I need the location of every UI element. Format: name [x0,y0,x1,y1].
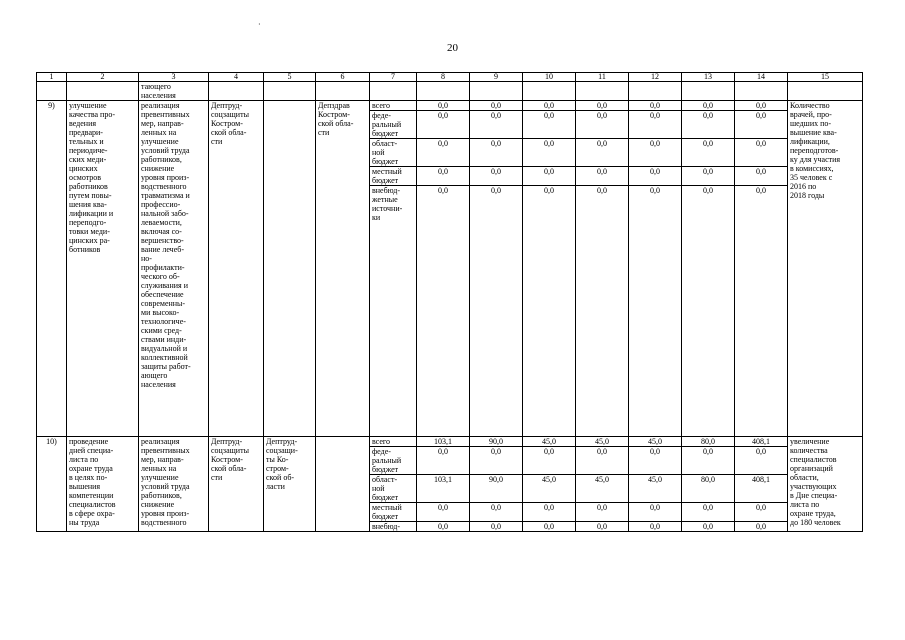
amount-cell: 0,0 [735,111,788,139]
amount-cell: 0,0 [576,167,629,186]
measure-name: проведение дней специа- листа по охране труда в целях по- вышения компетенции специалистов в сфере охра- ны труда [67,437,139,532]
participant [316,437,370,532]
amount-cell: 45,0 [629,437,682,447]
amount-cell: 0,0 [417,186,470,437]
stray-mark: · [258,20,261,29]
empty-cell [629,82,682,101]
continuation-text: тающего населения [139,82,209,101]
funding-source: внебюд- жетные источни- ки [370,186,417,437]
amount-cell: 0,0 [417,139,470,167]
amount-cell: 0,0 [735,186,788,437]
amount-cell: 0,0 [576,503,629,522]
measure-row [37,437,863,447]
amount-cell: 0,0 [470,101,523,111]
amount-cell: 0,0 [735,167,788,186]
funding-source: всего [370,437,417,447]
amount-cell: 0,0 [523,447,576,475]
funding-source: местный бюджет [370,503,417,522]
header-cell: 8 [417,73,470,82]
amount-cell: 45,0 [576,475,629,503]
amount-cell: 0,0 [735,447,788,475]
header-cell: 14 [735,73,788,82]
funding-source: местный бюджет [370,167,417,186]
measure-number: 9) [37,101,67,437]
amount-cell: 0,0 [682,139,735,167]
amount-cell: 0,0 [470,447,523,475]
empty-cell [735,82,788,101]
empty-cell [523,82,576,101]
amount-cell: 0,0 [470,167,523,186]
empty-cell [470,82,523,101]
amount-cell: 103,1 [417,437,470,447]
amount-cell: 0,0 [417,447,470,475]
measure-task: реализация превентивных мер, направ- ленных на улучшение условий труда работников, снижение уровня произ- водственного [139,437,209,532]
empty-cell [316,82,370,101]
empty-cell [37,82,67,101]
amount-cell: 0,0 [682,186,735,437]
program-table [36,72,863,532]
empty-cell [788,82,863,101]
funding-source: всего [370,101,417,111]
amount-cell: 0,0 [682,111,735,139]
amount-cell: 45,0 [629,475,682,503]
amount-cell: 45,0 [523,475,576,503]
amount-cell: 0,0 [629,111,682,139]
amount-cell: 0,0 [470,503,523,522]
empty-cell [67,82,139,101]
amount-cell: 0,0 [735,503,788,522]
executor: Дептруд- соцзащиты Костром- ской обла- сти [209,101,264,437]
table-body [37,73,863,532]
header-cell: 9 [470,73,523,82]
amount-cell: 0,0 [576,101,629,111]
header-cell: 15 [788,73,863,82]
header-cell: 2 [67,73,139,82]
amount-cell: 0,0 [523,522,576,532]
expected-result: увеличение количества специалистов организаций области, участвующих в Дне специа- листа по охране труда, до 180 человек [788,437,863,532]
empty-cell [209,82,264,101]
empty-cell [370,82,417,101]
amount-cell: 0,0 [523,503,576,522]
header-cell: 7 [370,73,417,82]
measure-row [37,101,863,111]
empty-cell [576,82,629,101]
continuation-row [37,82,863,101]
amount-cell: 0,0 [470,111,523,139]
amount-cell: 0,0 [735,522,788,532]
amount-cell: 0,0 [682,447,735,475]
amount-cell: 45,0 [523,437,576,447]
amount-cell: 0,0 [629,139,682,167]
amount-cell: 0,0 [417,522,470,532]
amount-cell: 0,0 [417,111,470,139]
amount-cell: 0,0 [629,503,682,522]
coexecutor: Дептруд- соцзащи- ты Ко- стром- ской об- ласти [264,437,316,532]
amount-cell: 90,0 [470,437,523,447]
expected-result: Количество врачей, про- шедших по- вышение ква- лификации, переподготов- ку для участия в комиссиях, 35 человек с 2016 по 2018 годы [788,101,863,437]
amount-cell: 0,0 [629,447,682,475]
amount-cell: 0,0 [523,186,576,437]
amount-cell: 0,0 [576,447,629,475]
participant: Депздрав Костром- ской обла- сти [316,101,370,437]
header-cell: 10 [523,73,576,82]
amount-cell: 0,0 [576,186,629,437]
empty-cell [417,82,470,101]
amount-cell: 0,0 [470,522,523,532]
amount-cell: 80,0 [682,437,735,447]
amount-cell: 0,0 [576,522,629,532]
page-number: 20 [447,42,458,54]
amount-cell: 408,1 [735,437,788,447]
amount-cell: 0,0 [470,139,523,167]
funding-source: феде- ральный бюджет [370,447,417,475]
amount-cell: 0,0 [523,111,576,139]
funding-source: област- ной бюджет [370,475,417,503]
amount-cell: 0,0 [629,167,682,186]
measure-number: 10) [37,437,67,532]
coexecutor [264,101,316,437]
amount-cell: 0,0 [629,522,682,532]
amount-cell: 103,1 [417,475,470,503]
amount-cell: 0,0 [523,101,576,111]
amount-cell: 0,0 [629,101,682,111]
amount-cell: 0,0 [417,101,470,111]
amount-cell: 408,1 [735,475,788,503]
header-cell: 13 [682,73,735,82]
amount-cell: 0,0 [682,522,735,532]
funding-source: внебюд- [370,522,417,532]
amount-cell: 0,0 [682,101,735,111]
empty-cell [682,82,735,101]
header-cell: 6 [316,73,370,82]
header-cell: 11 [576,73,629,82]
amount-cell: 0,0 [735,139,788,167]
amount-cell: 0,0 [470,186,523,437]
amount-cell: 0,0 [735,101,788,111]
funding-source: феде- ральный бюджет [370,111,417,139]
header-cell: 12 [629,73,682,82]
amount-cell: 0,0 [682,167,735,186]
executor: Дептруд- соцзащиты Костром- ской обла- сти [209,437,264,532]
header-cell: 5 [264,73,316,82]
amount-cell: 80,0 [682,475,735,503]
amount-cell: 45,0 [576,437,629,447]
measure-task: реализация превентивных мер, направ- ленных на улучшение условий труда работников, снижение уровня произ- водственного травматизма и профессио- нальной забо- леваемости, включая со- вершенство- вание лечеб- но- профилакти- ческого об- служивания и обеспечение современны- ми высоко- технологиче- скими сред- ствами инди- видуальной и коллективной защиты работ- ающего населения [139,101,209,437]
amount-cell: 0,0 [629,186,682,437]
amount-cell: 0,0 [682,503,735,522]
amount-cell: 0,0 [576,111,629,139]
header-row [37,73,863,82]
amount-cell: 0,0 [417,503,470,522]
amount-cell: 0,0 [523,167,576,186]
header-cell: 4 [209,73,264,82]
amount-cell: 0,0 [417,167,470,186]
empty-cell [264,82,316,101]
funding-source: област- ной бюджет [370,139,417,167]
amount-cell: 0,0 [576,139,629,167]
amount-cell: 90,0 [470,475,523,503]
amount-cell: 0,0 [523,139,576,167]
header-cell: 3 [139,73,209,82]
measure-name: улучшение качества про- ведения предвари- тельных и периодиче- ских меди- цинских осмотров работников путем повы- шения ква- лификации и переподго- товки меди- цинских ра- ботников [67,101,139,437]
header-cell: 1 [37,73,67,82]
